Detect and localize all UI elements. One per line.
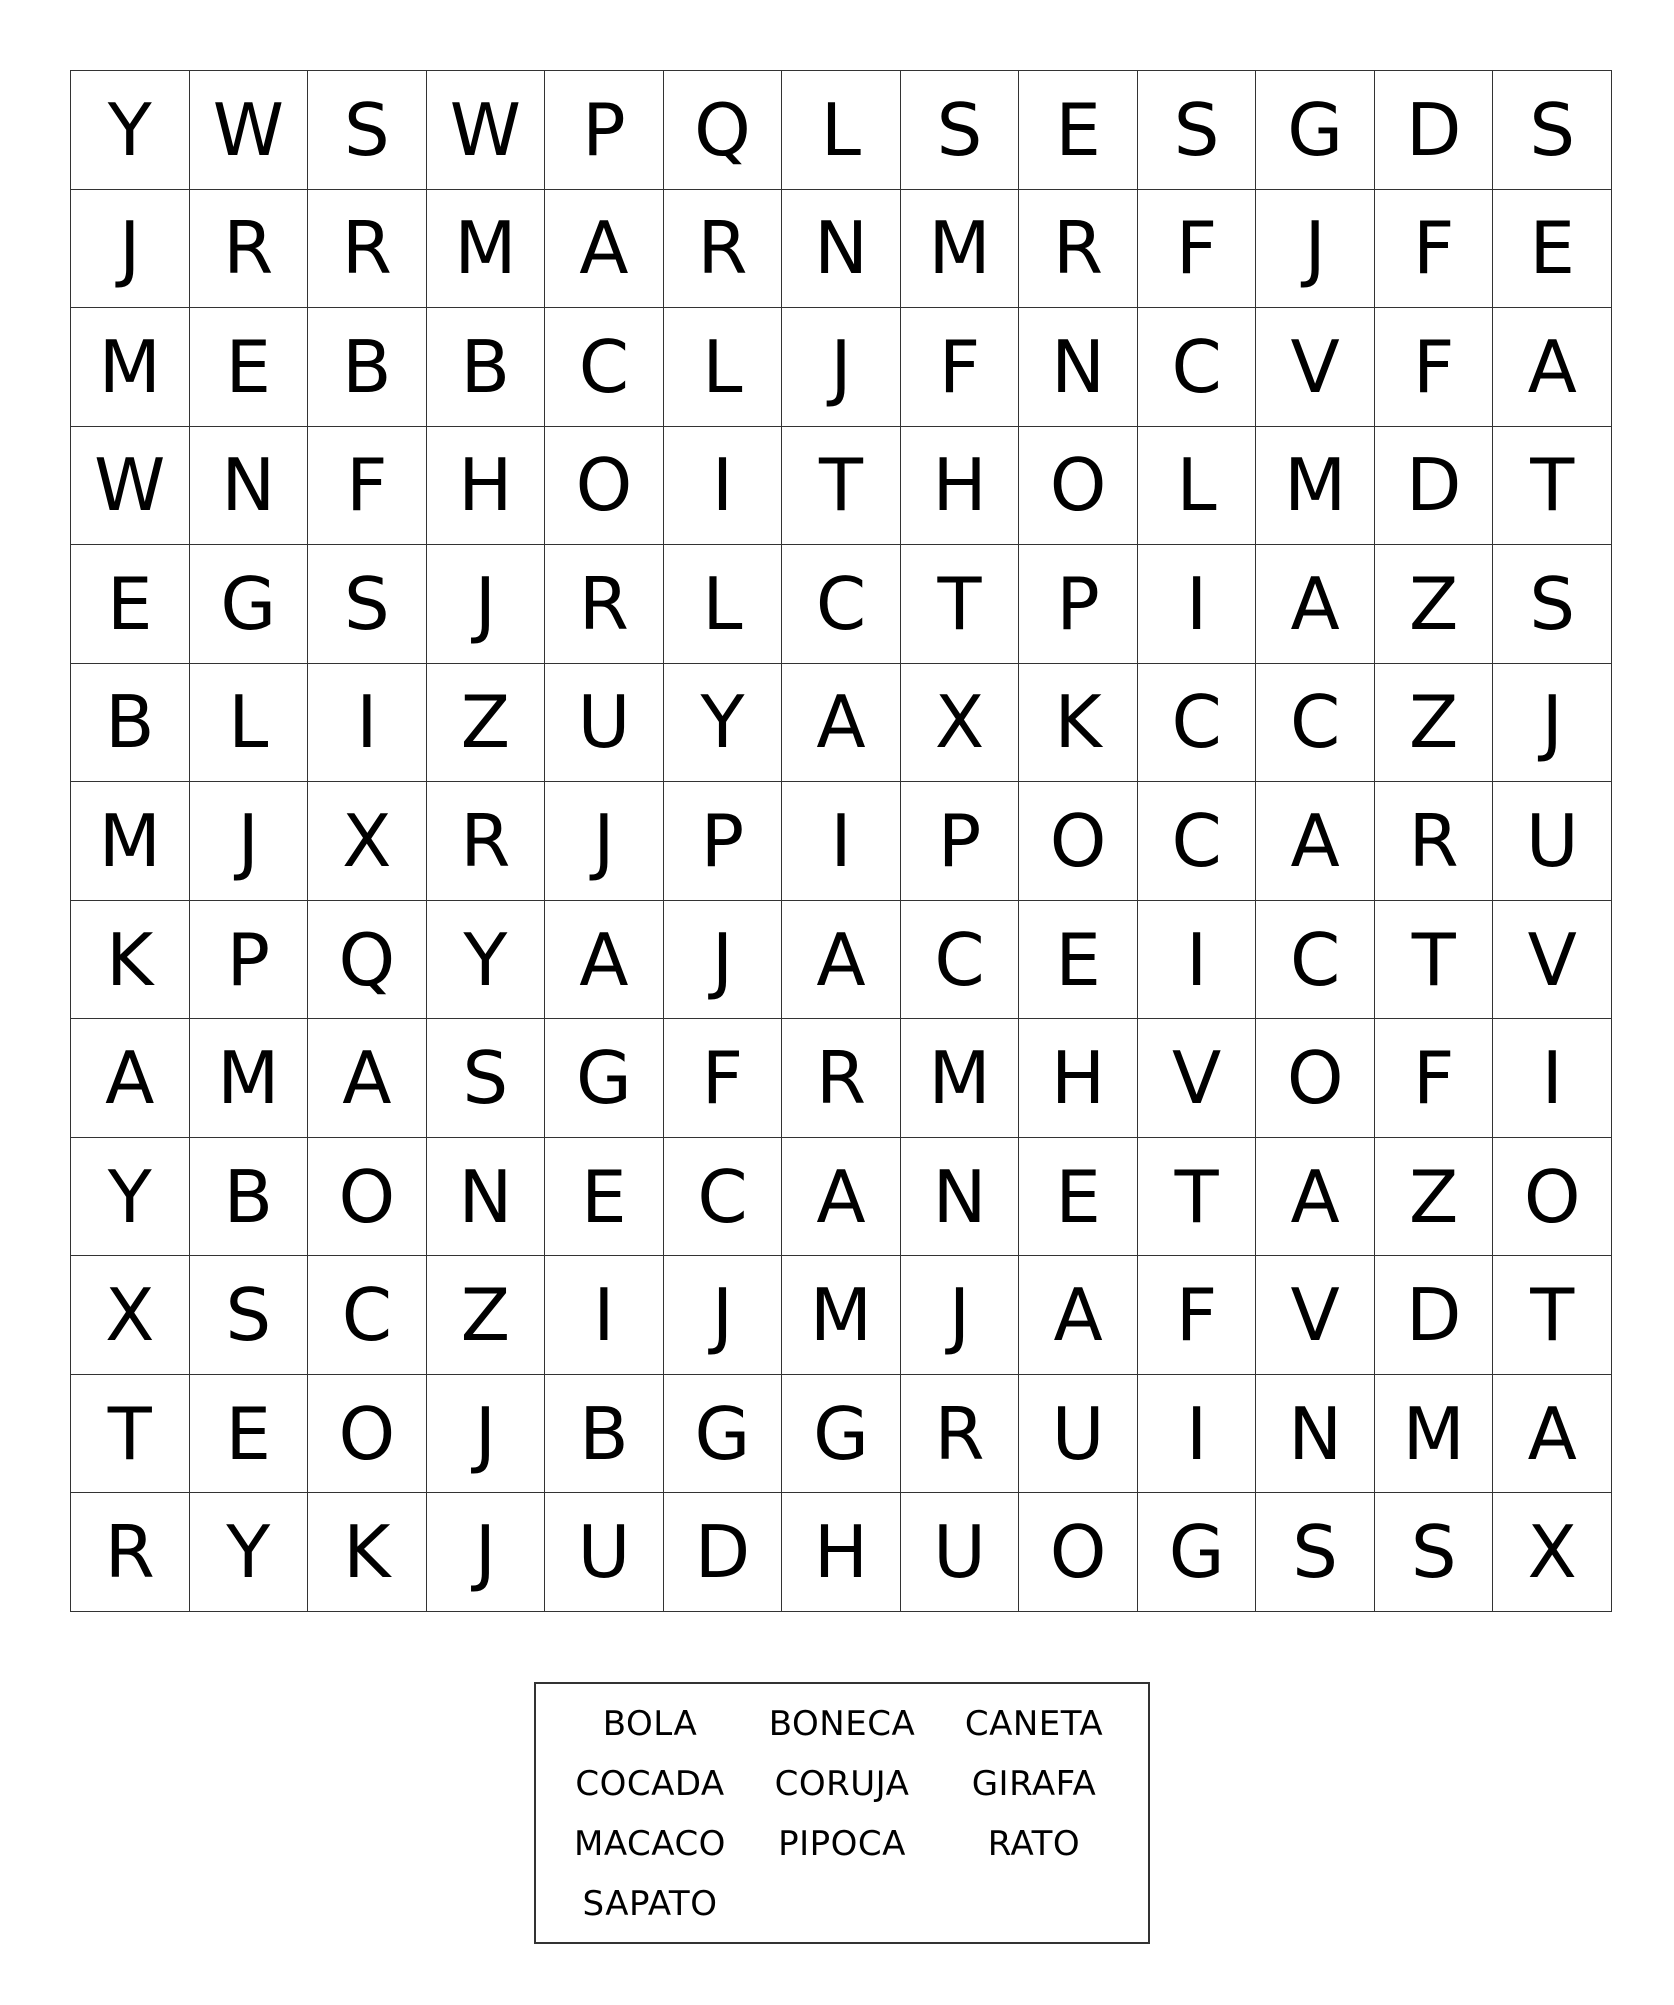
- grid-cell[interactable]: R: [782, 1019, 901, 1138]
- word-list-item: PIPOCA: [778, 1824, 906, 1864]
- grid-cell[interactable]: T: [1375, 901, 1494, 1020]
- grid-cell[interactable]: B: [308, 308, 427, 427]
- grid-cell[interactable]: A: [1256, 545, 1375, 664]
- grid-cell[interactable]: E: [1493, 190, 1612, 309]
- word-list-item: BONECA: [768, 1704, 916, 1744]
- grid-cell[interactable]: C: [545, 308, 664, 427]
- grid-cell[interactable]: H: [901, 427, 1020, 546]
- grid-cell[interactable]: S: [1256, 1493, 1375, 1612]
- grid-cell[interactable]: Y: [427, 901, 546, 1020]
- grid-cell[interactable]: I: [1138, 545, 1257, 664]
- grid-cell[interactable]: C: [782, 545, 901, 664]
- grid-cell[interactable]: G: [190, 545, 309, 664]
- grid-cell[interactable]: A: [545, 190, 664, 309]
- grid-cell[interactable]: A: [1256, 782, 1375, 901]
- grid-cell[interactable]: S: [1493, 545, 1612, 664]
- grid-cell[interactable]: L: [664, 545, 783, 664]
- grid-cell[interactable]: L: [190, 664, 309, 783]
- grid-cell[interactable]: V: [1256, 1256, 1375, 1375]
- grid-cell[interactable]: M: [782, 1256, 901, 1375]
- grid-cell[interactable]: R: [427, 782, 546, 901]
- grid-cell[interactable]: S: [1375, 1493, 1494, 1612]
- grid-cell[interactable]: P: [664, 782, 783, 901]
- grid-cell[interactable]: E: [1019, 1138, 1138, 1257]
- grid-cell[interactable]: F: [1375, 308, 1494, 427]
- grid-cell[interactable]: M: [190, 1019, 309, 1138]
- grid-cell[interactable]: I: [782, 782, 901, 901]
- grid-cell[interactable]: A: [71, 1019, 190, 1138]
- grid-cell[interactable]: C: [1138, 308, 1257, 427]
- grid-cell[interactable]: S: [308, 71, 427, 190]
- grid-cell[interactable]: Z: [427, 664, 546, 783]
- grid-cell[interactable]: C: [664, 1138, 783, 1257]
- grid-cell[interactable]: J: [427, 1375, 546, 1494]
- grid-cell[interactable]: V: [1138, 1019, 1257, 1138]
- grid-cell[interactable]: P: [901, 782, 1020, 901]
- grid-cell[interactable]: Q: [664, 71, 783, 190]
- word-list-box: [534, 1682, 1150, 1944]
- grid-cell[interactable]: I: [664, 427, 783, 546]
- letter-grid: [70, 70, 1612, 1612]
- grid-cell[interactable]: D: [1375, 71, 1494, 190]
- grid-cell[interactable]: G: [782, 1375, 901, 1494]
- grid-cell[interactable]: I: [308, 664, 427, 783]
- grid-cell[interactable]: C: [308, 1256, 427, 1375]
- grid-cell[interactable]: F: [1375, 1019, 1494, 1138]
- grid-cell[interactable]: F: [664, 1019, 783, 1138]
- grid-cell[interactable]: T: [901, 545, 1020, 664]
- word-list-item: CORUJA: [774, 1764, 910, 1804]
- grid-cell[interactable]: G: [1138, 1493, 1257, 1612]
- grid-cell[interactable]: C: [1138, 782, 1257, 901]
- grid-cell[interactable]: N: [901, 1138, 1020, 1257]
- grid-cell[interactable]: W: [190, 71, 309, 190]
- grid-cell[interactable]: J: [71, 190, 190, 309]
- grid-cell[interactable]: Z: [1375, 545, 1494, 664]
- grid-cell[interactable]: I: [1138, 1375, 1257, 1494]
- grid-cell[interactable]: R: [901, 1375, 1020, 1494]
- grid-cell[interactable]: Z: [1375, 1138, 1494, 1257]
- grid-cell[interactable]: J: [1256, 190, 1375, 309]
- grid-cell[interactable]: Y: [190, 1493, 309, 1612]
- grid-cell[interactable]: M: [427, 190, 546, 309]
- grid-cell[interactable]: A: [782, 664, 901, 783]
- grid-cell[interactable]: K: [1019, 664, 1138, 783]
- grid-cell[interactable]: A: [308, 1019, 427, 1138]
- grid-cell[interactable]: C: [1138, 664, 1257, 783]
- grid-cell[interactable]: U: [545, 1493, 664, 1612]
- grid-cell[interactable]: T: [1138, 1138, 1257, 1257]
- grid-cell[interactable]: A: [1019, 1256, 1138, 1375]
- grid-cell[interactable]: A: [1493, 1375, 1612, 1494]
- grid-cell[interactable]: G: [664, 1375, 783, 1494]
- grid-cell[interactable]: I: [545, 1256, 664, 1375]
- word-list-item: CANETA: [964, 1704, 1104, 1744]
- grid-cell[interactable]: E: [190, 1375, 309, 1494]
- grid-cell[interactable]: M: [71, 308, 190, 427]
- grid-cell[interactable]: A: [1493, 308, 1612, 427]
- grid-cell[interactable]: R: [71, 1493, 190, 1612]
- grid-cell[interactable]: W: [427, 71, 546, 190]
- word-list-item: SAPATO: [582, 1884, 718, 1924]
- grid-cell[interactable]: H: [782, 1493, 901, 1612]
- grid-cell[interactable]: N: [782, 190, 901, 309]
- grid-cell[interactable]: E: [1019, 901, 1138, 1020]
- grid-cell[interactable]: O: [1019, 782, 1138, 901]
- grid-cell[interactable]: N: [1256, 1375, 1375, 1494]
- grid-cell[interactable]: O: [308, 1375, 427, 1494]
- grid-cell[interactable]: U: [545, 664, 664, 783]
- word-list-item: RATO: [987, 1824, 1081, 1864]
- grid-cell[interactable]: P: [1019, 545, 1138, 664]
- grid-cell[interactable]: X: [71, 1256, 190, 1375]
- grid-cell[interactable]: F: [1138, 1256, 1257, 1375]
- grid-cell[interactable]: L: [1138, 427, 1257, 546]
- grid-cell[interactable]: F: [308, 427, 427, 546]
- grid-cell[interactable]: D: [664, 1493, 783, 1612]
- grid-cell[interactable]: V: [1493, 901, 1612, 1020]
- grid-cell[interactable]: Y: [664, 664, 783, 783]
- grid-cell[interactable]: M: [901, 190, 1020, 309]
- grid-cell[interactable]: M: [71, 782, 190, 901]
- grid-cell[interactable]: J: [664, 1256, 783, 1375]
- grid-cell[interactable]: O: [308, 1138, 427, 1257]
- grid-cell[interactable]: V: [1256, 308, 1375, 427]
- grid-cell[interactable]: X: [901, 664, 1020, 783]
- grid-cell[interactable]: F: [1375, 190, 1494, 309]
- grid-cell[interactable]: A: [545, 901, 664, 1020]
- grid-cell[interactable]: T: [1493, 427, 1612, 546]
- grid-cell[interactable]: K: [71, 901, 190, 1020]
- grid-cell[interactable]: P: [190, 901, 309, 1020]
- grid-cell[interactable]: J: [190, 782, 309, 901]
- grid-cell[interactable]: J: [901, 1256, 1020, 1375]
- grid-cell[interactable]: S: [1138, 71, 1257, 190]
- grid-cell[interactable]: J: [427, 1493, 546, 1612]
- grid-cell[interactable]: M: [901, 1019, 1020, 1138]
- grid-cell[interactable]: E: [190, 308, 309, 427]
- grid-cell[interactable]: L: [782, 71, 901, 190]
- grid-cell[interactable]: J: [427, 545, 546, 664]
- grid-cell[interactable]: R: [308, 190, 427, 309]
- grid-cell[interactable]: U: [1019, 1375, 1138, 1494]
- grid-cell[interactable]: T: [782, 427, 901, 546]
- grid-cell[interactable]: J: [664, 901, 783, 1020]
- grid-cell[interactable]: S: [1493, 71, 1612, 190]
- grid-cell[interactable]: H: [427, 427, 546, 546]
- grid-cell[interactable]: R: [190, 190, 309, 309]
- grid-cell[interactable]: X: [308, 782, 427, 901]
- grid-cell[interactable]: X: [1493, 1493, 1612, 1612]
- grid-cell[interactable]: P: [545, 71, 664, 190]
- grid-cell[interactable]: Q: [308, 901, 427, 1020]
- grid-cell[interactable]: Z: [427, 1256, 546, 1375]
- grid-cell[interactable]: W: [71, 427, 190, 546]
- grid-cell[interactable]: O: [1493, 1138, 1612, 1257]
- grid-cell[interactable]: J: [1493, 664, 1612, 783]
- word-list-item: BOLA: [602, 1704, 698, 1744]
- grid-cell[interactable]: C: [1256, 664, 1375, 783]
- grid-cell[interactable]: J: [545, 782, 664, 901]
- grid-cell[interactable]: M: [1375, 1375, 1494, 1494]
- grid-cell[interactable]: B: [545, 1375, 664, 1494]
- grid-cell[interactable]: B: [190, 1138, 309, 1257]
- grid-cell[interactable]: A: [782, 1138, 901, 1257]
- grid-cell[interactable]: A: [782, 901, 901, 1020]
- grid-cell[interactable]: B: [427, 308, 546, 427]
- grid-cell[interactable]: N: [427, 1138, 546, 1257]
- grid-cell[interactable]: C: [1256, 901, 1375, 1020]
- grid-cell[interactable]: Y: [71, 71, 190, 190]
- grid-cell[interactable]: M: [1256, 427, 1375, 546]
- grid-cell[interactable]: G: [1256, 71, 1375, 190]
- grid-cell[interactable]: Z: [1375, 664, 1494, 783]
- grid-cell[interactable]: J: [782, 308, 901, 427]
- grid-cell[interactable]: Y: [71, 1138, 190, 1257]
- word-list-item: COCADA: [575, 1764, 725, 1804]
- grid-cell[interactable]: I: [1138, 901, 1257, 1020]
- grid-cell[interactable]: E: [71, 545, 190, 664]
- grid-cell[interactable]: U: [901, 1493, 1020, 1612]
- grid-cell[interactable]: R: [545, 545, 664, 664]
- grid-cell[interactable]: N: [190, 427, 309, 546]
- grid-cell[interactable]: F: [1138, 190, 1257, 309]
- grid-cell[interactable]: E: [1019, 71, 1138, 190]
- grid-cell[interactable]: A: [1256, 1138, 1375, 1257]
- grid-cell[interactable]: O: [545, 427, 664, 546]
- grid-cell[interactable]: I: [1493, 1019, 1612, 1138]
- grid-cell[interactable]: G: [545, 1019, 664, 1138]
- grid-cell[interactable]: S: [190, 1256, 309, 1375]
- grid-cell[interactable]: T: [71, 1375, 190, 1494]
- grid-cell[interactable]: T: [1493, 1256, 1612, 1375]
- grid-cell[interactable]: E: [545, 1138, 664, 1257]
- grid-cell[interactable]: U: [1493, 782, 1612, 901]
- grid-cell[interactable]: D: [1375, 427, 1494, 546]
- grid-cell[interactable]: K: [308, 1493, 427, 1612]
- grid-cell[interactable]: N: [1019, 308, 1138, 427]
- grid-cell[interactable]: S: [427, 1019, 546, 1138]
- grid-cell[interactable]: O: [1019, 1493, 1138, 1612]
- grid-cell[interactable]: D: [1375, 1256, 1494, 1375]
- grid-cell[interactable]: B: [71, 664, 190, 783]
- grid-cell[interactable]: L: [664, 308, 783, 427]
- grid-cell[interactable]: O: [1256, 1019, 1375, 1138]
- grid-cell[interactable]: F: [901, 308, 1020, 427]
- grid-cell[interactable]: R: [1019, 190, 1138, 309]
- grid-cell[interactable]: O: [1019, 427, 1138, 546]
- word-list-item: GIRAFA: [971, 1764, 1097, 1804]
- grid-cell[interactable]: S: [901, 71, 1020, 190]
- grid-cell[interactable]: C: [901, 901, 1020, 1020]
- grid-cell[interactable]: H: [1019, 1019, 1138, 1138]
- grid-cell[interactable]: R: [664, 190, 783, 309]
- grid-cell[interactable]: S: [308, 545, 427, 664]
- word-list-item: MACACO: [574, 1824, 726, 1864]
- grid-cell[interactable]: R: [1375, 782, 1494, 901]
